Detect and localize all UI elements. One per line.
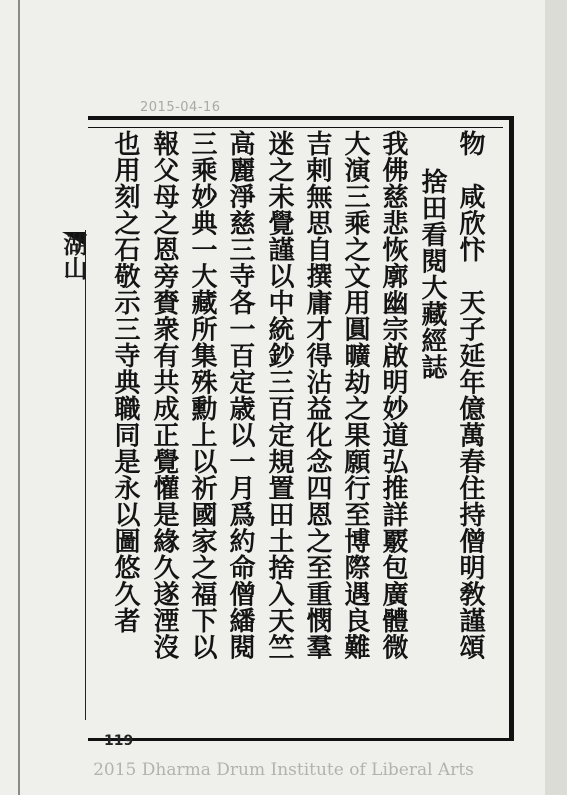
page-edge bbox=[545, 0, 567, 795]
text-column-6: 迷之未覺謹以中統鈔三百定規置田土捨入天竺 bbox=[264, 130, 294, 660]
center-fold-line bbox=[85, 230, 95, 720]
text-column-4: 大演三乘之文用圓曠劫之果願行至博際遇良難 bbox=[340, 130, 370, 660]
text-column-2: 捨田看閱大藏經誌 bbox=[417, 168, 447, 380]
text-column-8: 三乘妙典一大藏所集殊勳上以祈國家之福下以 bbox=[187, 130, 217, 660]
margin-title: 湖山 bbox=[59, 232, 88, 280]
text-column-1: 物 咸欣忭 天子延年億萬春住持僧明敎謹頌 bbox=[455, 130, 485, 660]
text-column-3: 我佛慈悲恢廓幽宗啟明妙道弘推詳覈包廣體微 bbox=[378, 130, 408, 660]
date-stamp: 2015-04-16 bbox=[140, 100, 221, 115]
copyright-watermark: 2015 Dharma Drum Institute of Liberal Arts bbox=[93, 760, 474, 780]
text-column-9: 報父母之恩旁賚衆有共成正覺懽是緣久遂湮沒 bbox=[149, 130, 179, 660]
text-column-5: 吉剌無思自撰庸才得沾益化念四恩之至重憫羣 bbox=[302, 130, 332, 660]
page-number: 119 bbox=[104, 733, 134, 749]
page-gutter-line bbox=[18, 0, 20, 795]
text-column-10: 也用刻之石敬示三寺典職同是永以圖悠久者 bbox=[110, 130, 140, 634]
text-column-7: 高麗淨慈三寺各一百定歳以一月爲約命僧繙閱 bbox=[225, 130, 255, 660]
frame-inner-rule bbox=[88, 127, 503, 128]
